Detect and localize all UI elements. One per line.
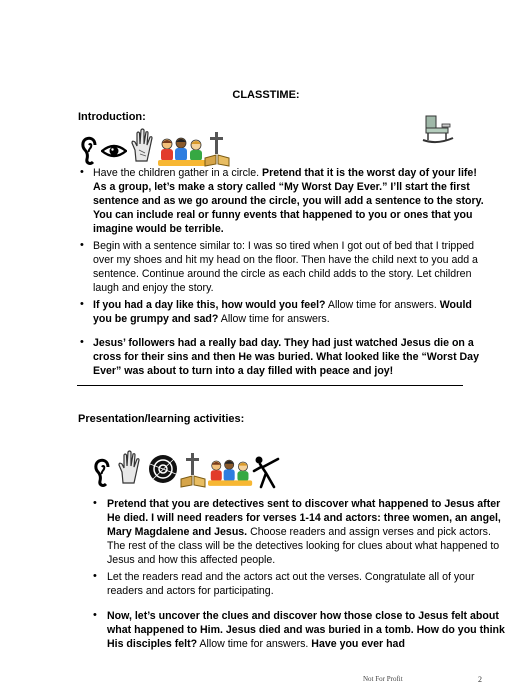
bullet-mark: • [93,609,97,621]
children-group-icon [208,459,254,487]
presentation-bullet-2 [107,570,505,598]
head-thinking-icon [147,454,179,484]
children-group-icon [158,137,208,167]
intro-bullet-1 [93,166,491,236]
bullet-mark: • [80,239,84,251]
bullet-mark: • [93,497,97,509]
presentation-bullet-2-text: Let the readers read and the actors act out the verses. Congratulate all of your readers and actors for participating. [107,571,475,597]
bible-cross-icon [180,452,206,488]
page-number: 2 [478,675,482,684]
eye-icon [101,143,127,159]
section-divider [77,385,463,386]
intro-bullet-3-text-a: If you had a day like this, how would you feel? [93,299,326,311]
bullet-mark: • [80,298,84,310]
intro-bullet-4-text: Jesus’ followers had a really bad day. They had just watched Jesus die on a cross for their sins and then He was buried. What looked like the “Worst Day Ever” was about to turn into a day filled with peace and joy! [93,337,479,377]
hand-icon [130,128,154,162]
intro-bullet-1-text-b: Pretend that it is the worst day of your life! As a group, let’s make a story called “My Worst Day Ever.” I’ll start the first sentence and as we go around the circle, you will add a sentence to the story. You can include real or funny events that happened to you or ones that you imagine would be terrible. [93,167,484,235]
ear-icon [93,458,113,488]
presentation-bullet-3 [107,609,505,651]
bullet-mark: • [80,336,84,348]
footer-not-for-profit: Not For Profit [363,675,403,683]
presentation-bullet-1 [107,497,505,567]
bible-cross-icon [204,131,230,167]
intro-bullet-3-text-c: Would you be grumpy and sad? [93,299,472,325]
hand-icon [117,450,141,484]
intro-bullet-2 [93,239,491,295]
introduction-heading: Introduction: [78,111,146,123]
intro-bullet-3 [93,298,491,326]
bullet-mark: • [80,166,84,178]
rocking-chair-icon [422,114,454,144]
bullet-mark: • [93,570,97,582]
presentation-bullet-3-text-c: Have you ever had [311,638,405,650]
stretching-figure-icon [252,455,280,489]
presentation-bullet-1-text-a: Pretend that you are detectives sent to discover what happened to Jesus after He died. I will need readers for verses 1-14 and actors: three women, an angel, Mary Magdalene and Jesus. [107,498,501,538]
intro-bullet-2-text: Begin with a sentence similar to: I was so tired when I got out of bed that I tripped over my shoes and hit my head on the floor. Then have the child next to you add a sentence. Continue around the circle as each child adds to the story. Let children laugh and enjoy the story. [93,240,478,294]
presentation-bullet-3-text-a: Now, let’s uncover the clues and discover how those close to Jesus felt about what happened to Him. Jesus died and was buried in a tomb. How do you think His disciples felt? [107,610,505,650]
presentation-bullet-1-text-b: Choose readers and assign verses and pick actors. The rest of the class will be the detectives looking for clues about what happened to Jesus and how this affected people. [107,526,500,566]
presentation-bullet-3-text-b: Allow time for answers. [197,638,312,650]
page-title: CLASSTIME: [232,89,300,101]
intro-bullet-3-text-d: Allow time for answers. [218,313,330,325]
intro-bullet-3-text-b: Allow time for answers. [325,299,440,311]
intro-bullet-1-text-a: Have the children gather in a circle. [93,167,262,179]
presentation-heading: Presentation/learning activities: [78,413,245,425]
ear-icon [80,136,100,166]
intro-bullet-4 [93,336,491,378]
